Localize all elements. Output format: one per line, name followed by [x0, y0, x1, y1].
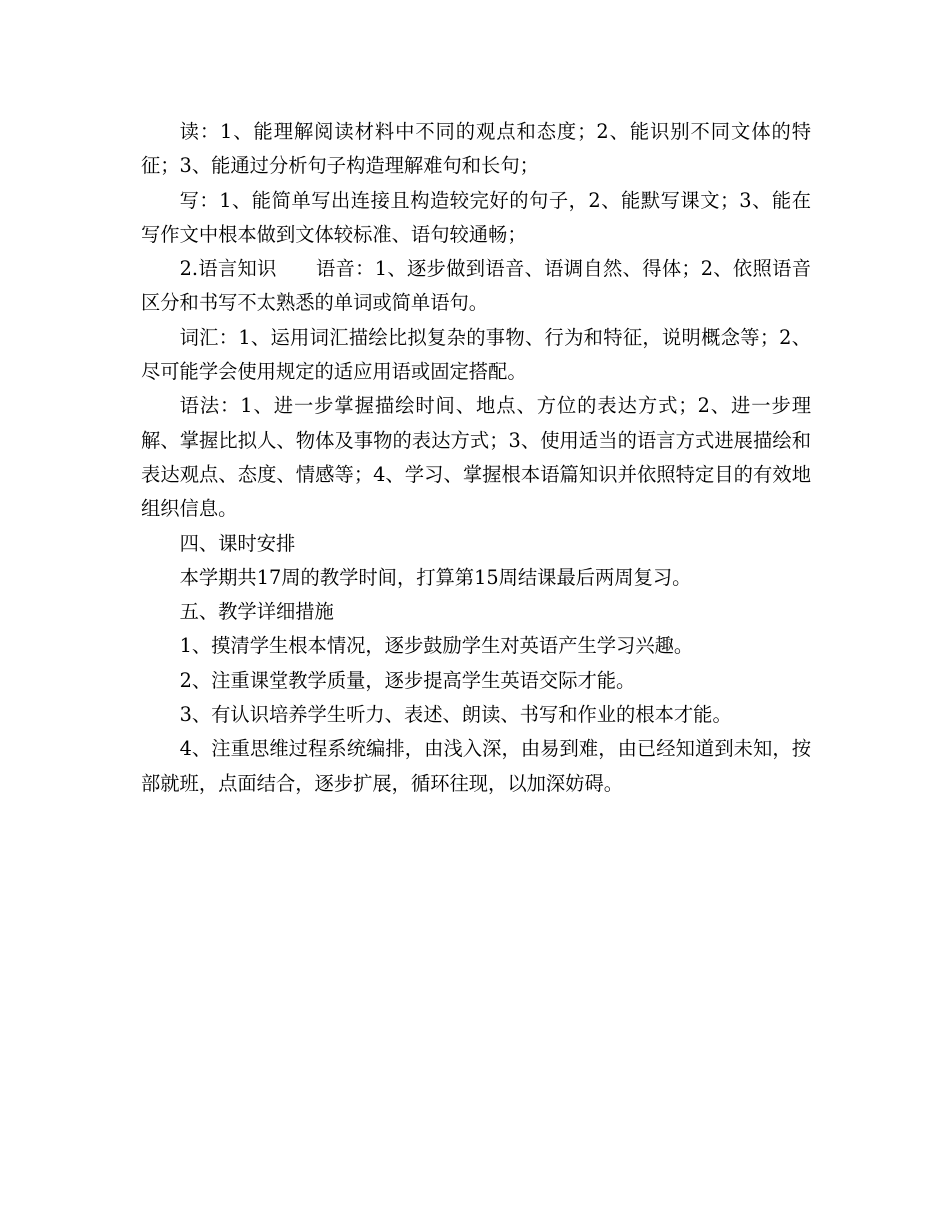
measure-item: 1、摸清学生根本情况，逐步鼓励学生对英语产生学习兴趣。 [179, 634, 694, 658]
paragraph-grammar: 语法：1、进一步掌握描绘时间、地点、方位的表达方式；2、进一步理解、掌握比拟人、物体及事物的表达方式；3、使用适当的语言方式进展描绘和表达观点、态度、情感等；4、学习、掌握根本语篇知识并依照特定目的有效地组织信息。 [141, 394, 811, 521]
measure-item: 3、有认识培养学生听力、表述、朗读、书写和作业的根本才能。 [179, 703, 732, 727]
measure-item: 2、注重课堂教学质量，逐步提高学生英语交际才能。 [179, 668, 636, 692]
paragraph-schedule: 本学期共17周的教学时间，打算第15周结课最后两周复习。 [179, 565, 692, 589]
document-body [141, 115, 811, 801]
paragraph-vocabulary: 词汇：1、运用词汇描绘比拟复杂的事物、行为和特征，说明概念等；2、尽可能学会使用规定的适应用语或固定搭配。 [141, 325, 811, 384]
paragraph-language-knowledge: 2.语言知识 语音：1、逐步做到语音、语调自然、得体；2、依照语音区分和书写不太熟悉的单词或简单语句。 [141, 257, 811, 315]
paragraph-writing: 写：1、能简单写出连接且构造较完好的句子，2、能默写课文；3、能在写作文中根本做到文体较标准、语句较通畅； [141, 188, 811, 246]
section-heading-schedule: 四、课时安排 [179, 531, 296, 555]
section-heading-measures: 五、教学详细措施 [179, 600, 334, 624]
measure-item: 4、注重思维过程系统编排，由浅入深，由易到难，由已经知道到未知，按部就班，点面结合，逐步扩展，循环往现，以加深妨碍。 [141, 737, 811, 795]
paragraph-reading: 读：1、能理解阅读材料中不同的观点和态度；2、能识别不同文体的特征；3、能通过分析句子构造理解难句和长句； [141, 120, 811, 178]
